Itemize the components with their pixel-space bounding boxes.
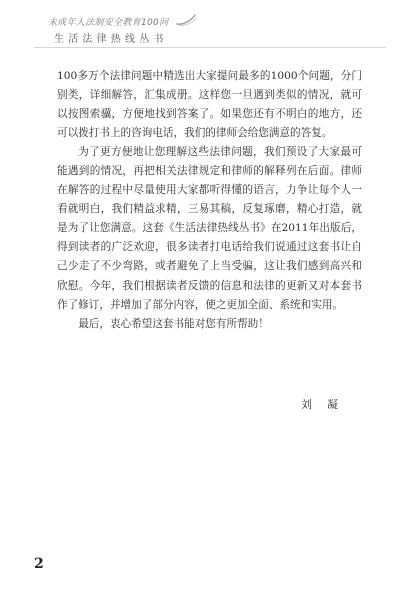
swoosh-icon	[175, 13, 197, 27]
series-name: 生活法律热线丛书	[54, 34, 168, 45]
series-title: 未成年人法制安全教育100问	[48, 18, 169, 28]
running-header	[34, 9, 386, 49]
paragraph: 最后，衷心希望这套书能对您有所帮助！	[78, 317, 269, 330]
author-signature: 刘凝	[301, 398, 353, 411]
paragraph: 为了更方便地让您理解这些法律问题，我们预设了大家最可能遇到的情况，再把相关法律规定和律师的解释列在后面。律师在解答的过程中尽量使用大家都听得懂的语言，力争让每个人一看就明白，我们精益求精，三易其稿，反复琢磨，精心打造，就是为了让您满意。这套《生活法律热线丛书》在2011年出版后，得到读者的广泛欢迎，很多读者打电话给我们说通过这套书让自己少走了不少弯路，或者避免了上当受骗，这让我们感到高兴和欣慰。今年，我们根据读者反馈的信息和法律的更新又对本套书作了修订，并增加了部分内容，使之更加全面、系统和实用。	[57, 146, 362, 311]
header-divider	[34, 47, 386, 48]
body-text	[57, 67, 362, 334]
page-number: 2	[34, 556, 44, 572]
paragraph: 100多万个法律问题中精选出大家提问最多的1000个问题，分门别类，详细解答，汇集成册。这样您一旦遇到类似的情况，就可以按图索骥，方便地找到答案了。如果您还有不明白的地方，还可以拨打书上的咨询电话，我们的律师会给您满意的答复。	[57, 70, 362, 140]
